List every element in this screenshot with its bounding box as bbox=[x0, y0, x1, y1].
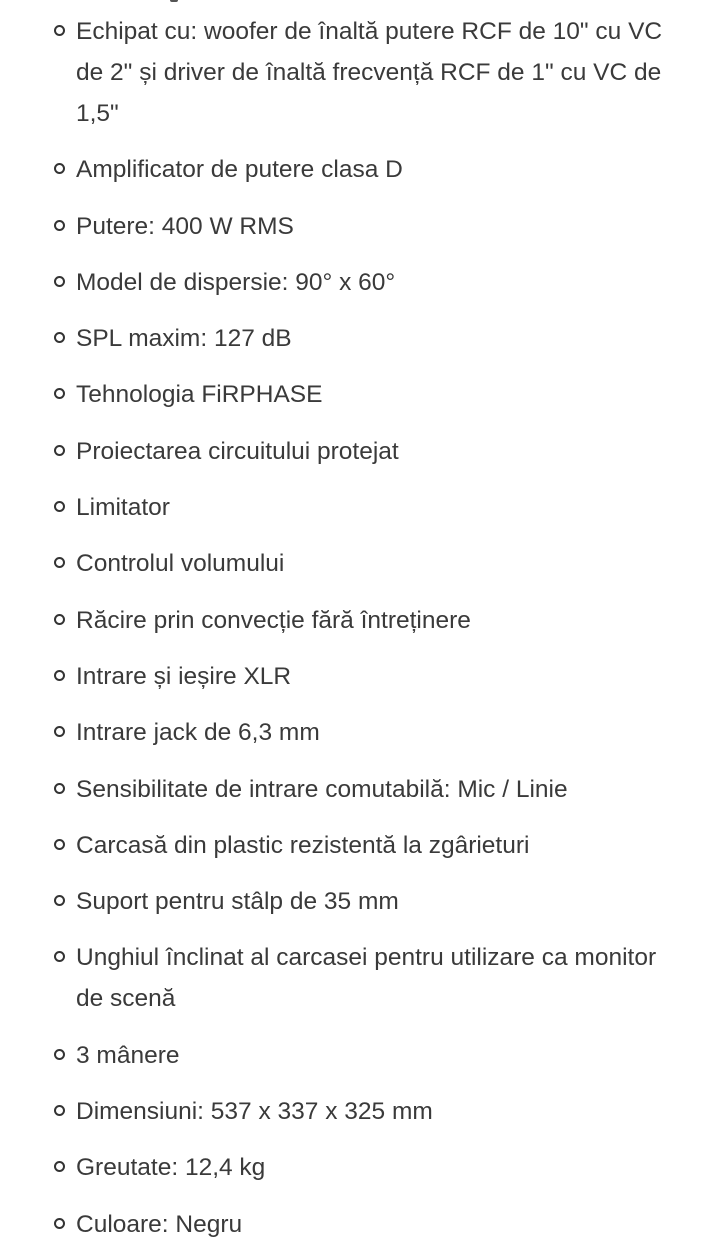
list-item bbox=[0, 431, 719, 472]
list-item bbox=[0, 937, 719, 1019]
bullet-circle-icon bbox=[54, 501, 65, 512]
bullet-circle-icon bbox=[54, 332, 65, 343]
spec-text: Intrare jack de 6,3 mm bbox=[76, 719, 320, 747]
bullet-circle-icon bbox=[54, 1218, 65, 1229]
list-item bbox=[0, 206, 719, 247]
list-item bbox=[0, 374, 719, 415]
spec-text: Greutate: 12,4 kg bbox=[76, 1154, 266, 1182]
list-item bbox=[0, 600, 719, 641]
bullet-circle-icon bbox=[54, 445, 65, 456]
bullet-circle-icon bbox=[54, 726, 65, 737]
bullet-circle-icon bbox=[54, 951, 65, 962]
bullet-circle-icon bbox=[54, 1161, 65, 1172]
list-item bbox=[0, 881, 719, 922]
bullet-circle-icon bbox=[54, 895, 65, 906]
spec-text: Tehnologia FiRPHASE bbox=[76, 381, 323, 409]
list-item bbox=[0, 712, 719, 753]
bullet-circle-icon bbox=[54, 25, 65, 36]
spec-text: Echipat cu: woofer de înaltă putere RCF de 10" cu VC de 2" și driver de înaltă frecvență RCF de 1" cu VC de 1,5" bbox=[76, 18, 663, 127]
list-item bbox=[0, 487, 719, 528]
spec-text: Unghiul înclinat al carcasei pentru utilizare ca monitor de scenă bbox=[76, 944, 657, 1013]
list-item bbox=[0, 149, 719, 190]
spec-text: Dimensiuni: 537 x 337 x 325 mm bbox=[76, 1098, 433, 1126]
list-item bbox=[0, 11, 719, 134]
list-item bbox=[0, 1035, 719, 1076]
spec-text: Amplificator de putere clasa D bbox=[76, 156, 403, 184]
spec-text: Sensibilitate de intrare comutabilă: Mic / Linie bbox=[76, 775, 568, 803]
spec-text: Răcire prin convecție fără întreținere bbox=[76, 606, 471, 634]
list-item bbox=[0, 1147, 719, 1188]
bullet-circle-icon bbox=[54, 783, 65, 794]
bullet-circle-icon bbox=[54, 220, 65, 231]
list-item bbox=[0, 1204, 719, 1238]
bullet-circle-icon bbox=[54, 614, 65, 625]
spec-text: Proiectarea circuitului protejat bbox=[76, 437, 399, 465]
spec-text: Carcasă din plastic rezistentă la zgârieturi bbox=[76, 831, 530, 859]
list-item bbox=[0, 318, 719, 359]
bullet-circle-icon bbox=[54, 1049, 65, 1060]
spec-text: Putere: 400 W RMS bbox=[76, 212, 294, 240]
bullet-circle-icon bbox=[54, 163, 65, 174]
cropped-text-fragment bbox=[170, 0, 178, 2]
spec-text: 3 mânere bbox=[76, 1041, 180, 1069]
bullet-circle-icon bbox=[54, 557, 65, 568]
spec-text: Suport pentru stâlp de 35 mm bbox=[76, 888, 399, 916]
bullet-circle-icon bbox=[54, 1105, 65, 1116]
list-item bbox=[0, 656, 719, 697]
specifications-list bbox=[0, 11, 719, 1238]
spec-text: Intrare și ieșire XLR bbox=[76, 662, 292, 690]
spec-text: Culoare: Negru bbox=[76, 1210, 243, 1238]
list-item bbox=[0, 825, 719, 866]
spec-text: Model de dispersie: 90° x 60° bbox=[76, 268, 396, 296]
spec-text: Limitator bbox=[76, 494, 170, 522]
bullet-circle-icon bbox=[54, 276, 65, 287]
spec-text: Controlul volumului bbox=[76, 550, 285, 578]
list-item bbox=[0, 543, 719, 584]
list-item bbox=[0, 262, 719, 303]
list-item bbox=[0, 769, 719, 810]
spec-text: SPL maxim: 127 dB bbox=[76, 325, 292, 353]
bullet-circle-icon bbox=[54, 388, 65, 399]
list-item bbox=[0, 1091, 719, 1132]
bullet-circle-icon bbox=[54, 839, 65, 850]
bullet-circle-icon bbox=[54, 670, 65, 681]
